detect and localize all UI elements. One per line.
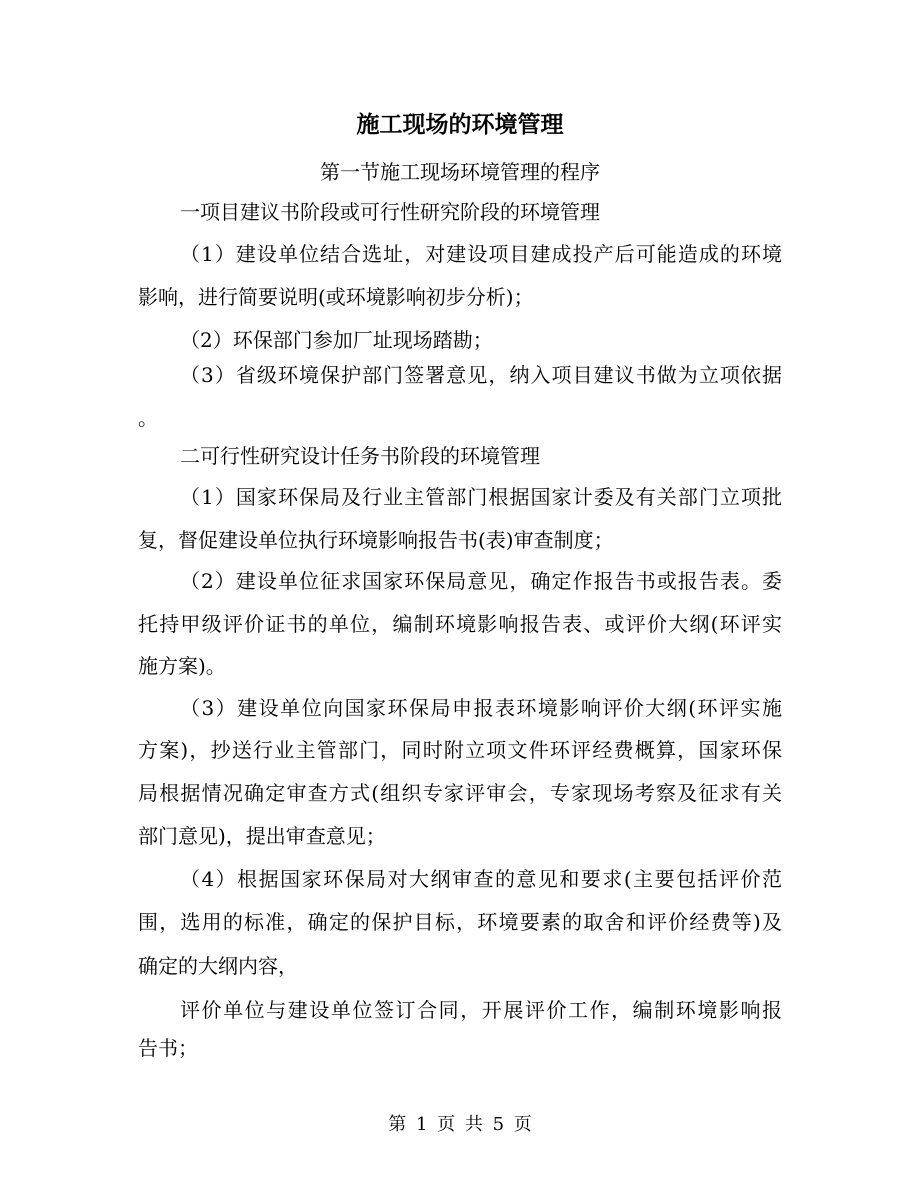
paragraph-line: 告书； [138,1036,198,1060]
paragraph-line: 部门意见)，提出审查意见； [138,824,386,848]
paragraph-line: （2）建设单位征求国家环保局意见，确定作报告书或报告表。委 [180,569,782,593]
paragraph-line: （1）国家环保局及行业主管部门根据国家计委及有关部门立项批 [180,485,782,509]
paragraph-line: （2）环保部门参加厂址现场踏勘； [180,328,493,352]
subsection-heading: 一项目建议书阶段或可行性研究阶段的环境管理 [180,200,600,224]
paragraph-line: 局根据情况确定审查方式(组织专家评审会，专家现场考察及征求有关 [138,781,782,805]
paragraph-line: （4）根据国家环保局对大纲审查的意见和要求(主要包括评价范 [180,867,782,891]
paragraph-line: （3）建设单位向国家环保局申报表环境影响评价大纲(环评实施 [180,696,782,720]
section-heading: 第一节施工现场环境管理的程序 [320,160,600,184]
paragraph-line: 确定的大纲内容， [138,954,298,978]
paragraph-line: 影响，进行简要说明(或环境影响初步分析)； [138,285,534,309]
subsection-heading: 二可行性研究设计任务书阶段的环境管理 [180,444,540,468]
paragraph-line: 评价单位与建设单位签订合同，开展评价工作，编制环境影响报 [180,998,782,1022]
paragraph-line: 方案)，抄送行业主管部门，同时附立项文件环评经费概算，国家环保 [138,738,782,762]
paragraph-line: 施方案)。 [138,654,226,678]
document-title: 施工现场的环境管理 [356,111,564,138]
paragraph-line: （1）建设单位结合选址，对建设项目建成投产后可能造成的环境 [180,242,782,266]
paragraph-line: 。 [138,406,158,430]
paragraph-line: 托持甲级评价证书的单位，编制环境影响报告表、或评价大纲(环评实 [138,612,782,636]
paragraph-line: 围，选用的标准，确定的保护目标，环境要素的取舍和评价经费等)及 [138,910,782,934]
paragraph-line: （3）省级环境保护部门签署意见，纳入项目建议书做为立项依据 [180,363,782,387]
page-footer: 第 1 页 共 5 页 [388,1114,532,1135]
paragraph-line: 复，督促建设单位执行环境影响报告书(表)审查制度； [138,528,614,552]
